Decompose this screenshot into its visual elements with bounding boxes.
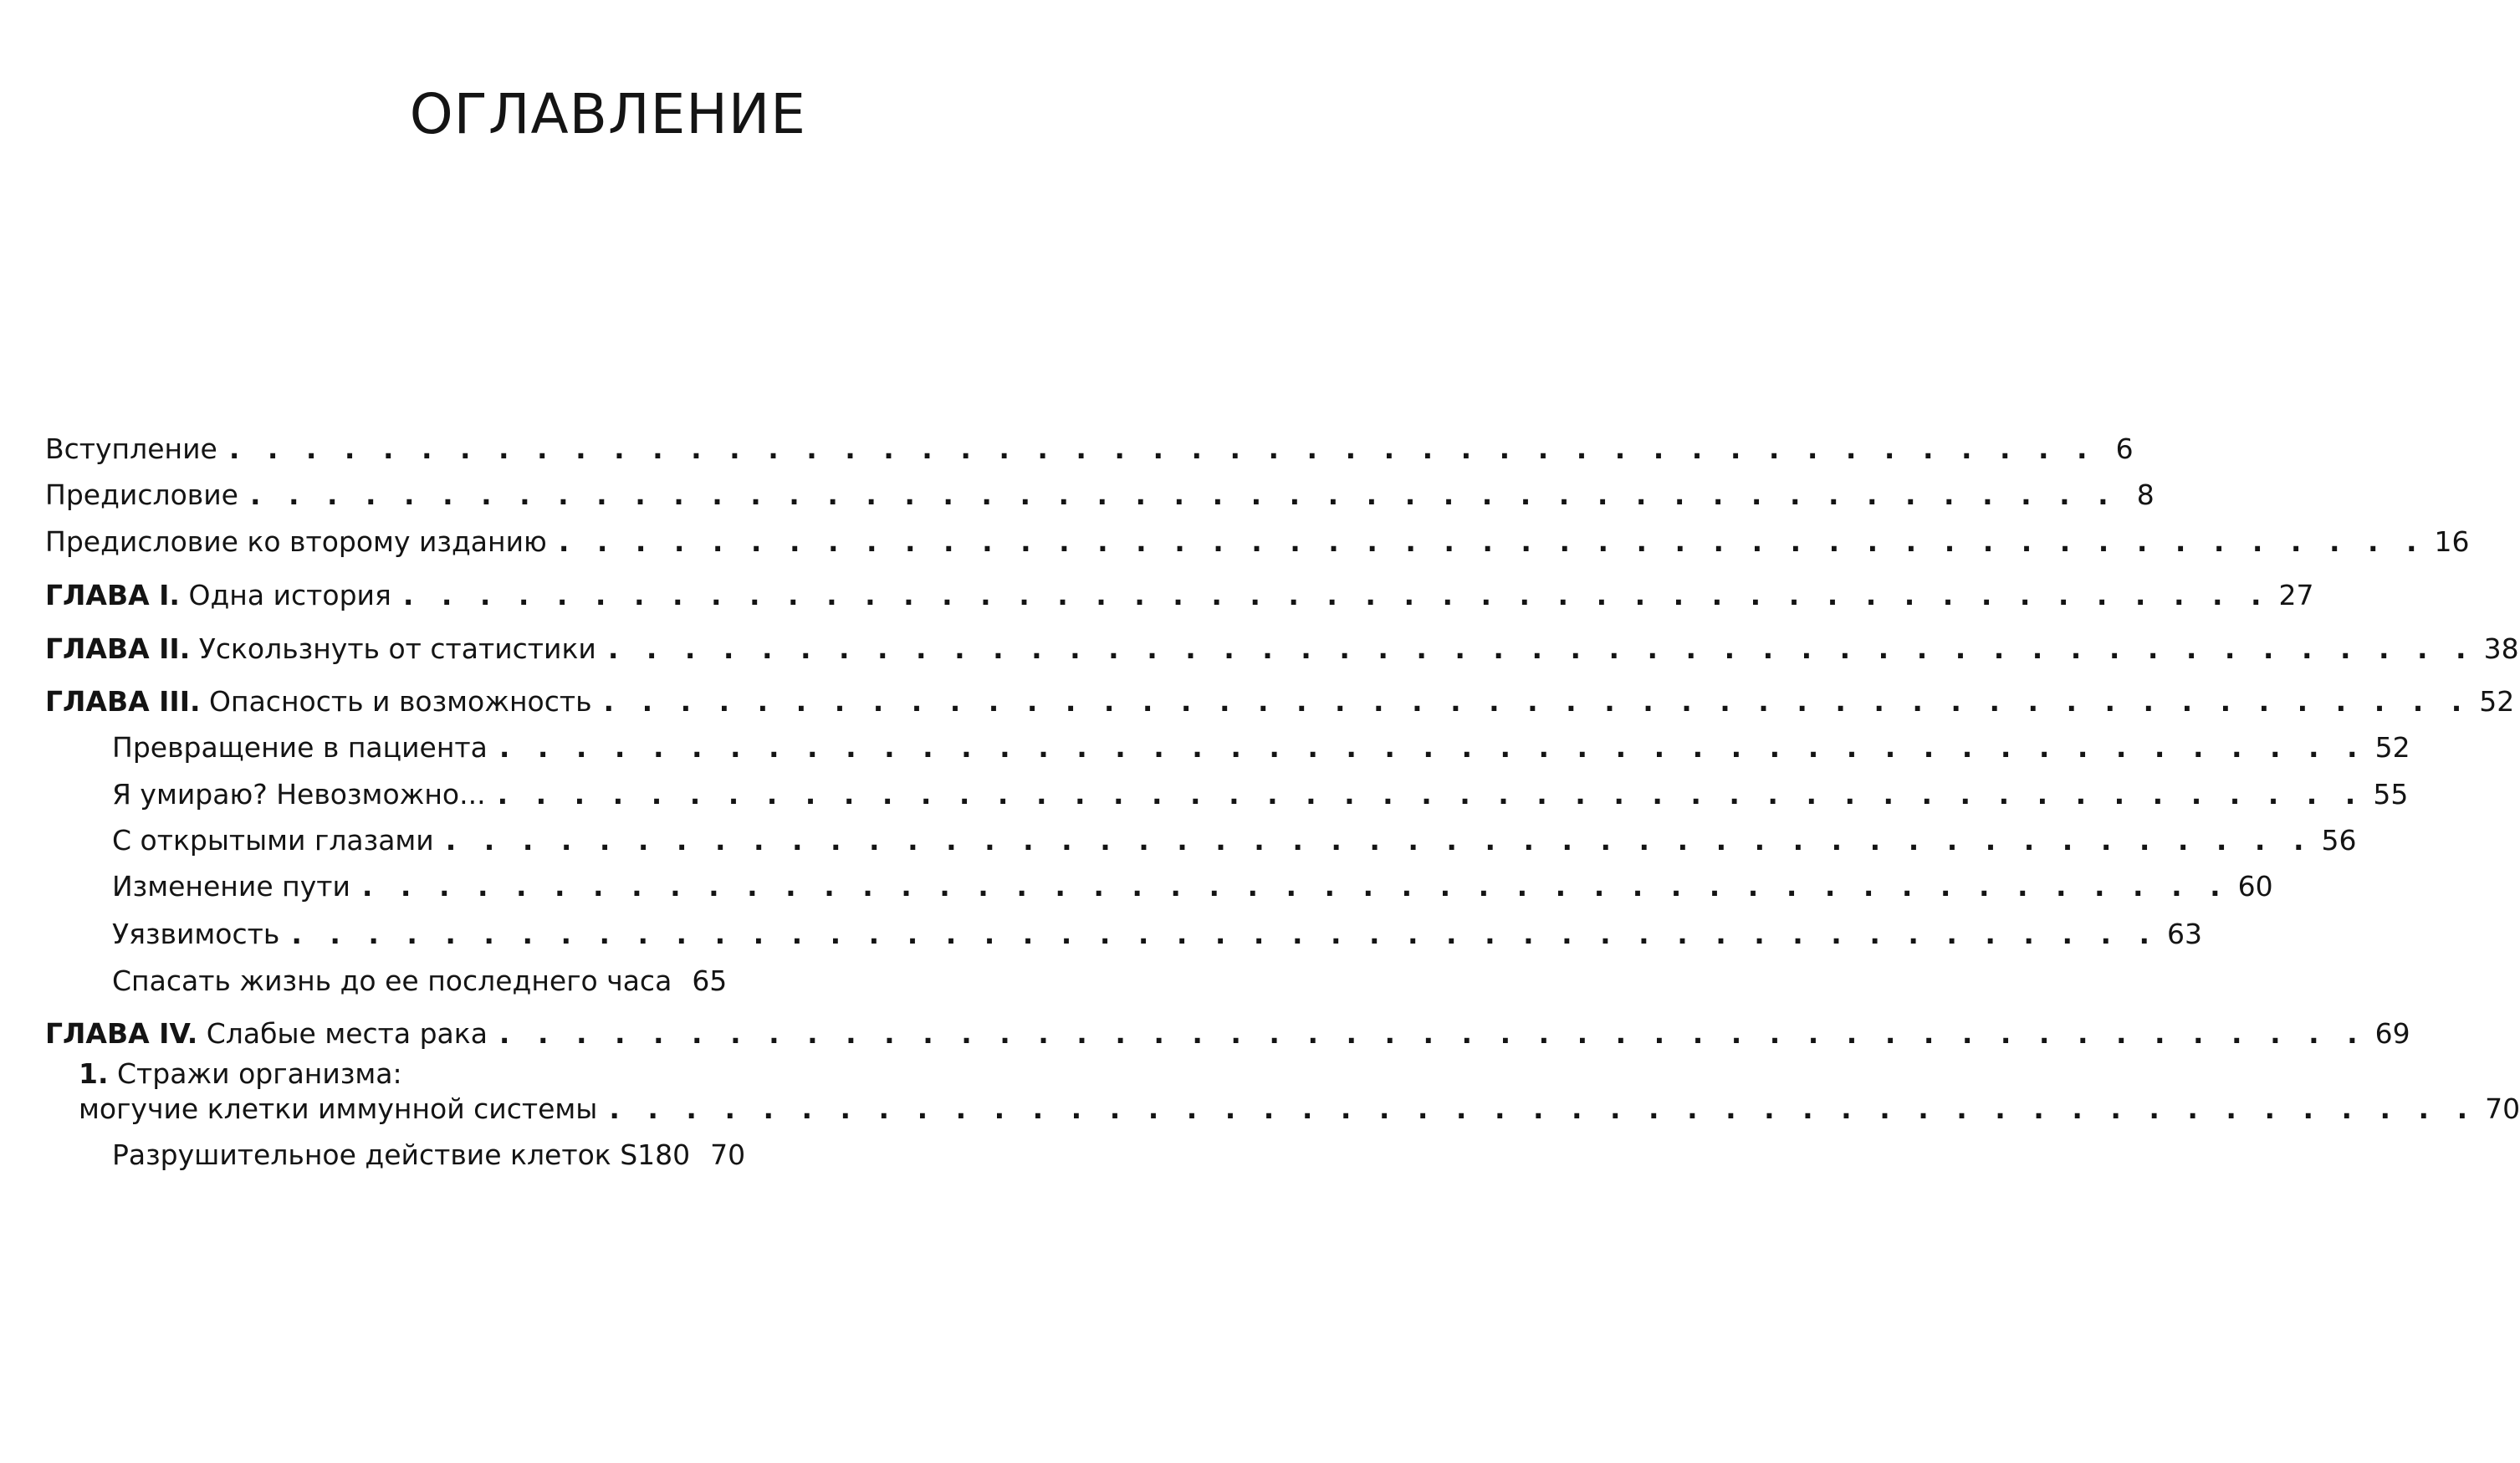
- toc-entry-page: 60: [2237, 870, 2273, 903]
- toc-entry-label: [45, 685, 592, 718]
- page-title: ОГЛАВЛЕНИЕ: [409, 82, 806, 146]
- toc-entry-chapter-4[interactable]: [45, 1017, 2410, 1050]
- toc-entry-label: Разрушительное действие клеток S180: [112, 1138, 691, 1171]
- dot-leader: . . . . . . . . . . . . . . . . . . . . . . . . . . . . . . . . . . . . . . . . . . . . . . . . .: [497, 778, 2365, 811]
- toc-subentry[interactable]: [112, 964, 728, 997]
- toc-entry-label: [45, 632, 596, 665]
- toc-entry-label: Изменение пути: [112, 870, 350, 903]
- dot-leader: . . . . . . . . . . . . . . . . . . . . . . . . . . . . . . . . . . . . . . . . . . . . . . . . .: [361, 870, 2230, 903]
- toc-entry-page: 27: [2278, 579, 2314, 611]
- toc-entry-preface[interactable]: [45, 478, 2155, 511]
- chapter-number: ГЛАВА III.: [45, 685, 201, 718]
- toc-entry-page: 52: [2479, 685, 2515, 718]
- toc-entry-page: 70: [2485, 1092, 2520, 1125]
- dot-leader: . . . . . . . . . . . . . . . . . . . . . . . . . . . . . . . . . . . . . . . . . . . . . . . . .: [445, 824, 2313, 857]
- toc-entry-page: 70: [710, 1138, 746, 1171]
- toc-entry-label: [45, 581, 391, 609]
- toc-entry-label: С открытыми глазами: [112, 824, 434, 857]
- toc-section-heading[interactable]: [79, 1057, 402, 1090]
- section-number: 1.: [79, 1057, 109, 1090]
- chapter-title: Ускользнуть от статистики: [198, 632, 596, 665]
- dot-leader: . . . . . . . . . . . . . . . . . . . . . . . . . . . . . . . . . . . . . . . . . . . . . . . . .: [228, 432, 2097, 465]
- toc-entry-section-1[interactable]: [79, 1092, 2520, 1125]
- chapter-number: ГЛАВА IV.: [45, 1017, 198, 1050]
- toc-entry-page: 56: [2321, 824, 2357, 857]
- dot-leader: . . . . . . . . . . . . . . . . . . . . . . . . . . . . . . . . . . . . . . . . . . . . . . . . .: [498, 731, 2367, 764]
- toc-entry-label: Я умираю? Невозможно...: [112, 778, 486, 811]
- dot-leader: . . . . . . . . . . . . . . . . . . . . . . . . . . . . . . . . . . . . . . . . . . . . . . . . .: [609, 1092, 2477, 1125]
- dot-leader: . . . . . . . . . . . . . . . . . . . . . . . . . . . . . . . . . . . . . . . . . . . . . . . . .: [558, 525, 2426, 558]
- dot-leader: . . . . . . . . . . . . . . . . . . . . . . . . . . . . . . . . . . . . . . . . . . . . . . . . .: [607, 632, 2476, 665]
- toc-entry-page: 69: [2374, 1017, 2410, 1050]
- toc-entry-label: могучие клетки иммунной системы: [79, 1092, 598, 1125]
- toc-entry-intro[interactable]: [45, 432, 2134, 465]
- chapter-number: ГЛАВА II.: [45, 632, 191, 665]
- toc-subentry[interactable]: [112, 870, 2273, 903]
- toc-entry-page: 63: [2167, 918, 2203, 950]
- toc-entry-page: 52: [2374, 731, 2410, 764]
- toc-entry-label: Предисловие ко второму изданию: [45, 525, 547, 558]
- dot-leader: . . . . . . . . . . . . . . . . . . . . . . . . . . . . . . . . . . . . . . . . . . . . . . . . .: [249, 478, 2118, 511]
- toc-subentry[interactable]: [112, 1138, 746, 1171]
- toc-entry-label: Спасать жизнь до ее последнего часа: [112, 964, 672, 997]
- dot-leader: . . . . . . . . . . . . . . . . . . . . . . . . . . . . . . . . . . . . . . . . . . . . . . . . .: [603, 685, 2471, 718]
- chapter-title: Одна история: [188, 579, 391, 611]
- toc-subentry[interactable]: [112, 778, 2409, 811]
- toc-entry-page: 65: [692, 964, 728, 997]
- toc-entry-label: Вступление: [45, 432, 217, 465]
- toc-entry-page: 8: [2136, 478, 2155, 511]
- toc-entry-page: 38: [2483, 632, 2519, 665]
- dot-leader: . . . . . . . . . . . . . . . . . . . . . . . . . . . . . . . . . . . . . . . . . . . . . . . . .: [291, 918, 2160, 950]
- toc-subentry[interactable]: [112, 918, 2203, 950]
- toc-entry-page: 6: [2115, 432, 2134, 465]
- section-title: Стражи организма:: [117, 1057, 402, 1090]
- chapter-title: Опасность и возможность: [209, 685, 592, 718]
- toc-subentry[interactable]: [112, 731, 2410, 764]
- toc-entry-label: Превращение в пациента: [112, 731, 488, 764]
- toc-entry-label: Предисловие: [45, 478, 238, 511]
- toc-entry-second-edition-preface[interactable]: [45, 525, 2470, 558]
- toc-entry-chapter-2[interactable]: [45, 632, 2519, 665]
- dot-leader: . . . . . . . . . . . . . . . . . . . . . . . . . . . . . . . . . . . . . . . . . . . . . . . . .: [402, 579, 2271, 611]
- toc-entry-chapter-3[interactable]: [45, 685, 2515, 718]
- dot-leader: . . . . . . . . . . . . . . . . . . . . . . . . . . . . . . . . . . . . . . . . . . . . . . . . .: [498, 1017, 2367, 1050]
- chapter-title: Слабые места рака: [206, 1017, 488, 1050]
- toc-entry-chapter-1[interactable]: [45, 579, 2314, 611]
- toc-entry-label: Уязвимость: [112, 918, 280, 950]
- toc-entry-label: [45, 1017, 488, 1050]
- toc-entry-page: 55: [2373, 778, 2409, 811]
- toc-subentry[interactable]: [112, 824, 2357, 857]
- toc-entry-page: 16: [2434, 525, 2470, 558]
- chapter-number: ГЛАВА I.: [45, 579, 180, 611]
